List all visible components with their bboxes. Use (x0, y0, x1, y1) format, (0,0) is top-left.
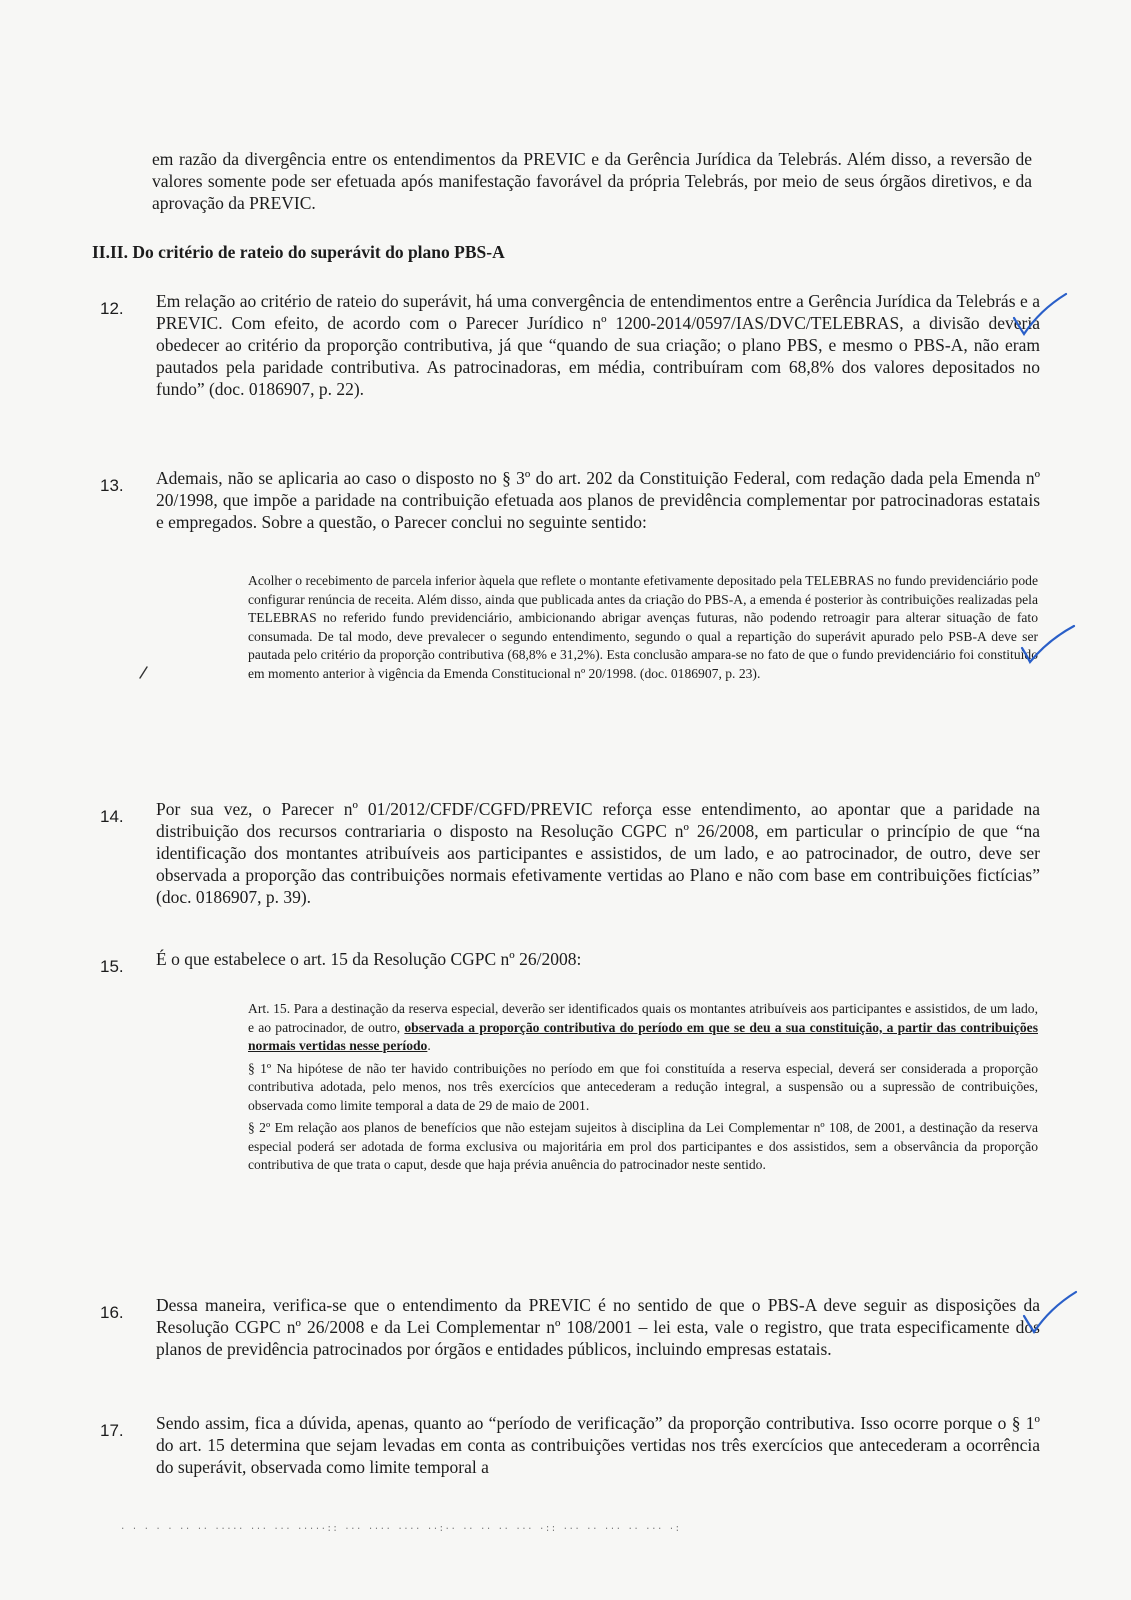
paragraph-text: Sendo assim, fica a dúvida, apenas, quanto ao “período de verificação” da proporção contributiva. Isso ocorre porque o § 1º do art. 15 determina que sejam levadas em conta as contribuições vertidas nos três exercícios que antecederam a ocorrência do superávit, observada como limite temporal a (156, 1413, 1040, 1477)
paragraph-text: Ademais, não se aplicaria ao caso o disposto no § 3º do art. 202 da Constituição Federal, com redação dada pela Emenda nº 20/1998, que impõe a paridade na contribuição efetuada aos planos de previdência complementar por patrocinadoras estatais e empregados. Sobre a questão, o Parecer conclui no seguinte sentido: (156, 468, 1040, 532)
pen-mark-icon (138, 664, 150, 680)
paragraph-number: 14. (100, 807, 124, 826)
article-caput: Art. 15. Para a destinação da reserva especial, deverão ser identificados quais os montantes atribuíveis aos participantes e assistidos, de um lado, e ao patrocinador, de outro, observada a proporção contributiva do período em que se deu a sua constituição, a partir das contribuições normais vertidas nesse período. (248, 1001, 1038, 1053)
paragraph-17 (100, 1412, 1040, 1478)
paragraph-number: 12. (100, 299, 124, 318)
paragraph-number: 17. (100, 1421, 124, 1440)
paragraph-12 (100, 290, 1040, 400)
paragraph-15 (100, 948, 1040, 976)
paragraph-text: Dessa maneira, verifica-se que o entendimento da PREVIC é no sentido de que o PBS-A deve seguir as disposições da Resolução CGPC nº 26/2008 e da Lei Complementar nº 108/2001 – lei esta, vale o registro, que trata especificamente dos planos de previdência patrocinados por órgãos e entidades públicos, incluindo empresas estatais. (156, 1295, 1040, 1359)
paragraph-14 (100, 798, 1040, 908)
paragraph-number: 16. (100, 1303, 124, 1322)
paragraph-text: Em relação ao critério de rateio do superávit, há uma convergência de entendimentos entre a Gerência Jurídica da Telebrás e a PREVIC. Com efeito, de acordo com o Parecer Jurídico nº 1200-2014/0597/IAS/DVC/TELEBRAS, a divisão deveria obedecer ao critério da proporção contributiva, já que “quando de sua criação; o plano PBS, e mesmo o PBS-A, não eram pautados pela paridade contributiva. As patrocinadoras, em média, contribuíram com 68,8% dos valores depositados no fundo” (doc. 0186907, p. 22). (156, 291, 1040, 399)
section-heading: II.II. Do critério de rateio do superávit do plano PBS-A (92, 242, 505, 262)
paragraph-16 (100, 1294, 1040, 1360)
block-quote-parecer: Acolher o recebimento de parcela inferior àquela que reflete o montante efetivamente depositado pela TELEBRAS no fundo previdenciário pode configurar renúncia de receita. Além disso, ainda que publicada antes da criação do PBS-A, a emenda é posterior às contribuições realizadas pela TELEBRAS no referido fundo previdenciário, ambicionando abrigar avenças futuras, não podendo retroagir para alterar situação de fato consumada. De tal modo, deve prevalecer o segundo entendimento, segundo o qual a repartição do superávit apurado pelo PSB-A deve ser pautada pelo critério da proporção contributiva (68,8% e 31,2%). Esta conclusão ampara-se no fato de que o fundo previdenciário foi constituído em momento anterior à vigência da Emenda Constitucional nº 20/1998. (doc. 0186907, p. 23). (248, 573, 1038, 681)
article-paragraph-2: § 2º Em relação aos planos de benefícios que não estejam sujeitos à disciplina da Lei Complementar nº 108, de 2001, a destinação da reserva especial poderá ser adotada de forma exclusiva ou majoritária em prol dos participantes e dos assistidos, sem a observância da proporção contributiva de que trata o caput, desde que haja prévia anuência do patrocinador neste sentido. (248, 1120, 1038, 1172)
paragraph-text: É o que estabelece o art. 15 da Resolução CGPC nº 26/2008: (156, 949, 582, 969)
checkmark-icon (1018, 622, 1078, 667)
intro-paragraph: em razão da divergência entre os entendimentos da PREVIC e da Gerência Jurídica da Telebrás. Além disso, a reversão de valores somente pode ser efetuada após manifestação favorável da própria Telebrás, por meio de seus órgãos diretivos, e da aprovação da PREVIC. (152, 149, 1032, 213)
paragraph-13 (100, 467, 1040, 533)
article-paragraph-1: § 1º Na hipótese de não ter havido contribuições no período em que foi constituída a reserva especial, deverá ser considerada a proporção contributiva adotada, pelo menos, nos três exercícios que antecederam a redução integral, a suspensão ou a supressão de contribuições, observada como limite temporal a data de 29 de maio de 2001. (248, 1060, 1038, 1113)
checkmark-icon (1020, 1288, 1080, 1338)
scan-footer-stamp: · · · · · ·· ·· ····· ··· ··· ·····:: ··· ···· ···· ··:·· ·· ·· ·· ··· ·:: ··· ·· ··· ·· ··· ·: (120, 1524, 681, 1534)
checkmark-icon (1010, 290, 1070, 340)
underlined-passage: observada a proporção contributiva do período em que se deu a sua constituição, a partir das contribuições normais vertidas nesse período (248, 1019, 1038, 1053)
paragraph-number: 15. (100, 957, 124, 976)
block-quote-article-15 (248, 1000, 1038, 1179)
paragraph-text: Por sua vez, o Parecer nº 01/2012/CFDF/CGFD/PREVIC reforça esse entendimento, ao apontar que a paridade na distribuição dos recursos contrariaria o disposto na Resolução CGPC nº 26/2008, em particular o princípio de que “na identificação dos montantes atribuíveis aos participantes e assistidos, de um lado, e ao patrocinador, de outro, deve ser observada a proporção das contribuições normais efetivamente vertidas ao Plano e não com base em contribuições fictícias” (doc. 0186907, p. 39). (156, 799, 1040, 907)
paragraph-number: 13. (100, 476, 124, 495)
